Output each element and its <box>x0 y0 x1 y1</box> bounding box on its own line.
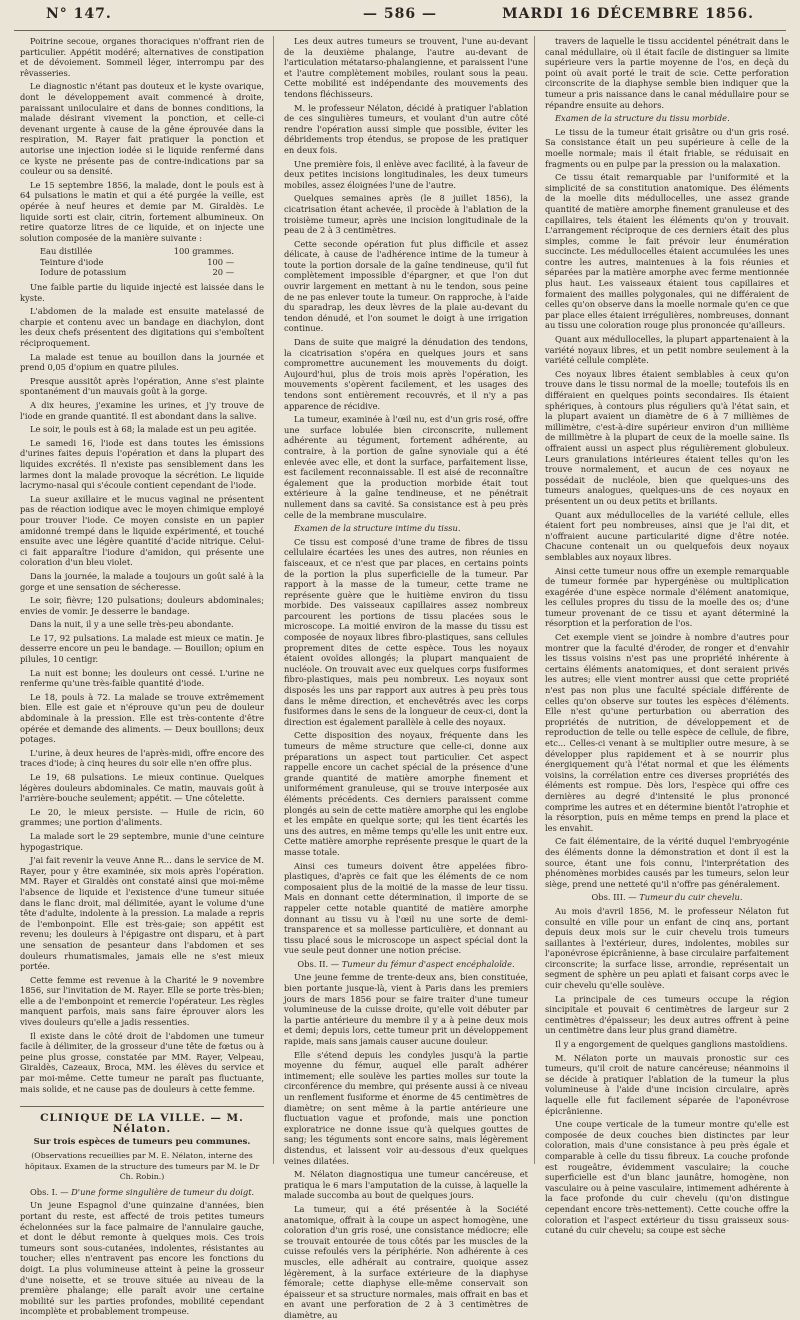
paragraph: Le soir, fièvre; 120 pulsations; douleurs abdominales; envies de vomir. Je desserre le bandage. <box>20 595 264 616</box>
exam-heading: Examen de la structure intime du tissu. <box>294 523 461 534</box>
recipe-list <box>40 246 264 278</box>
exam-title: Examen de la structure du tissu morbide. <box>555 113 730 124</box>
observation-label: Obs. III. — <box>591 892 637 903</box>
paragraph: La malade sort le 29 septembre, munie d'une ceinture hypogastrique. <box>20 830 264 852</box>
paragraph: Le soir, le pouls est à 68; la malade est un peu agitée. <box>30 424 257 435</box>
paragraph: Le 19, 68 pulsations. Le mieux continue. Quelques légères douleurs abdominales. Ce matin, mauvais goût à l'arrière-bouche seulement; appétit. — Une côtelette. <box>20 772 264 804</box>
paragraph: Le 15 septembre 1856, la malade, dont le pouls est à 64 pulsations le matin et qui a été purgée la veille, est opérée à neuf heures et demie par M. Giraldès. Le liquide sorti est clair, citrin, fortement albumineux. On retire quatorze litres de ce liquide, et on injecte une solution composée de la manière suivante : <box>20 179 264 243</box>
paragraph: Au mois d'avril 1856, M. le professeur Nélaton fut consulté en ville pour un enfant de cinq ans, portant depuis deux mois sur le cuir chevelu trois tumeurs saillantes à l'extérieur, dures, indolentes, mobiles sur l'aponévrose épicrânienne, à base circulaire parfaitement circonscrite; la surface lisse, arrondie, représentait un segment de sphère un peu aplati et faisant corps avec le cuir chevelu qu'elle soulève. <box>545 905 789 991</box>
paragraph: Ces noyaux libres étaient semblables à ceux qu'on trouve dans le tissu normal de la moelle; toutefois ils en différaient en quelques points secondaires. Ils étaient sphériques, à contours plus réguliers qu'à l'état sain, et la plupart avaient un diamètre de 6 à 7 millièmes de millimètre, c'est-à-dire supérieur environ d'un millième de millimètre à la plupart de ceux de la moelle saine. Ils offraient aussi un aspect plus régulièrement globuleux. Leurs granulations intérieures étaient telles qu'on les trouve normalement, et aucun de ces noyaux ne possédait de nucléole, bien que quelques-uns des tumeurs analogues, quelques-uns de ces noyaux en présentent un ou deux petits et brillants. <box>545 368 789 506</box>
paragraph: travers de laquelle le tissu accidentel pénétrait dans le canal médullaire, où il était facile de distinguer sa limite supérieure vers la partie moyenne de l'os, en deçà du point où avait porté le trait de scie. Cette perforation circonscrite de la diaphyse semble bien indiquer que la tumeur a pris naissance dans le canal médullaire pour se répandre ensuite au dehors. <box>545 36 789 110</box>
paragraph: Quant aux médullocelles de la variété cellule, elles étaient fort peu nombreuses, ainsi que je l'ai dit, et n'offraient aucune particularité digne d'être notée. Chacune contenait un ou quelquefois deux noyaux semblables aux noyaux libres. <box>545 509 789 562</box>
paragraph: Presque aussitôt après l'opération, Anne s'est plainte spontanément d'un mauvais goût à la gorge. <box>20 375 264 397</box>
paragraph: La nuit est bonne; les douleurs ont cessé. L'urine ne renferme qu'une très-faible quantité d'iode. <box>20 667 264 689</box>
paragraph: Le 18, pouls à 72. La malade se trouve extrêmement bien. Elle est gaie et n'éprouve qu'un peu de douleur abdominale à la pression. Elle est très-contente d'être opérée et demande des aliments. — Deux bouillons; deux potages. <box>20 691 264 745</box>
paragraph: Ce fait élémentaire, de la vérité duquel l'embryogénie des éléments donne la démonstration et dont il est la source, étant une fois connu, l'interprétation des phénomènes morbides causés par les tumeurs, selon leur siège, prend une netteté qu'il n'offre pas généralement. <box>545 836 789 889</box>
recipe-row <box>40 246 264 257</box>
paragraph: Une coupe verticale de la tumeur montre qu'elle est composée de deux couches bien distinctes par leur coloration, mais d'une consistance à peu près égale et comparable à celle du tissu fibreux. La couche profonde est rougeâtre, évidemment vasculaire; la couche superficielle est d'un blanc jaunâtre, homogène, non vasculaire ou à peine vasculaire, intimement adhérente à la face profonde du cuir chevelu (qu'on distingue cependant encore très-nettement). Cette couche offre la coloration et l'aspect extérieur du tissu graisseux sous-cutané du cuir chevelu; sa coupe est sèche <box>545 1119 789 1236</box>
header-rule <box>14 30 786 31</box>
recipe-row <box>40 267 264 278</box>
paragraph: L'urine, à deux heures de l'après-midi, offre encore des traces d'iode; à cinq heures du soir elle n'en offre plus. <box>20 747 264 769</box>
recipe-quantity: 20 — <box>212 267 234 278</box>
paragraph: Le 20, le mieux persiste. — Huile de ricin, 60 grammes; une portion d'aliments. <box>20 806 264 828</box>
paragraph: Cette femme est revenue à la Charité le 9 novembre 1856, sur l'invitation de M. Rayer. Elle se porte très-bien; elle a de l'embonpoint et remercie l'opérateur. Les règles manquent parfois, mais sans faire éprouver alors les vives douleurs qu'elle a jadis ressenties. <box>20 974 264 1028</box>
paragraph: Une première fois, il enlève avec facilité, à la faveur de deux petites incisions longitudinales, les deux tumeurs mobiles, assez éloignées l'une de l'autre. <box>284 158 528 190</box>
section-note: (Observations recueillies par M. E. Nélaton, interne des hôpitaux. Examen de la structure des tumeurs par M. le Dr Ch. Robin.) <box>24 1151 260 1182</box>
recipe-quantity: 100 — <box>207 256 234 267</box>
paragraph: Le samedi 16, l'iode est dans toutes les émissions d'urines faites depuis l'opération et dans la plupart des liquides excrétés. Il n'existe pas sensiblement dans les larmes dont la malade provoque la sécrétion. Le liquide lacrymo-nasal qui s'écoule contient cependant de l'iode. <box>20 437 264 491</box>
paragraph: La principale de ces tumeurs occupe la région sincipitale et pouvait 6 centimètres de largeur sur 2 centimètres d'épaisseur; les deux autres offrent à peine un centimètre dans leur plus grand diamètre. <box>545 993 789 1036</box>
observation-label: Obs. I. — <box>30 1186 69 1197</box>
paragraph: La sueur axillaire et le mucus vaginal ne présentent pas de réaction iodique avec le moyen chimique employé pour trouver l'iode. Ce moyen consiste en un papier amidonné trempé dans le liquide expérimenté, et touché ensuite avec une légère quantité d'acide nitrique. Celui-ci fait apparaître l'iodure d'amidon, qui présente une coloration d'un bleu violet. <box>20 493 264 568</box>
column-1 <box>20 36 264 1317</box>
issue-number: N° 147. <box>46 6 112 22</box>
observation-heading <box>20 1187 264 1198</box>
paragraph: Le tissu de la tumeur était grisâtre ou d'un gris rosé. Sa consistance était un peu supérieure à celle de la moelle normale; mais il était friable, se réduisait en fragments ou en pulpe par la pression ou la malaxation. <box>545 126 789 169</box>
paragraph: La malade est tenue au bouillon dans la journée et prend 0,05 d'opium en quatre pilules. <box>20 351 264 373</box>
observation-title: Tumeur du fémur d'aspect encéphaloïde. <box>341 958 515 969</box>
paragraph: Quelques semaines après (le 8 juillet 1856), la cicatrisation étant achevée, il procède à l'ablation de la troisième tumeur, après une incision longitudinale de la peau de 2 à 3 centimètres. <box>284 193 528 236</box>
recipe-row <box>40 257 264 268</box>
section-title: CLINIQUE DE LA VILLE. — M. Nélaton. <box>20 1106 264 1134</box>
paragraph: Quant aux médullocelles, la plupart appartenaient à la variété noyaux libres, et un petit nombre seulement à la variété cellule complète. <box>545 334 789 366</box>
paragraph: Il y a engorgement de quelques ganglions mastoïdiens. <box>555 1039 788 1050</box>
paragraph: Ainsi ces tumeurs doivent être appelées fibro-plastiques, d'après ce fait que les éléments de ce nom composaient plus de la moitié de la masse de leur tissu. Mais en donnant cette détermination, il importe de se rappeler cette notable quantité de matière amorphe donnant au tissu vu à l'œil nu une sorte de demi-transparence et sa mollesse particulière, et donnant au tissu placé sous le microscope un aspect spécial dont la vue seule peut donner une notion précise. <box>284 860 528 956</box>
observation-label: Obs. II. — <box>297 958 340 969</box>
paragraph: La tumeur, qui a été présentée à la Société anatomique, offrait à la coupe un aspect homogène, une coloration d'un gris rosé, une consistance médiocre; elle se trouvait entourée de tous côtés par les muscles de la cuisse refoulés vers la périphérie. Non adhérente à ces muscles, elle adhérait au contraire, quoique assez légèrement, à la surface extérieure de la diaphyse fémorale; cette diaphyse elle-même conservait son épaisseur et sa structure normales, mais offrait en bas et en avant une perforation de 2 à 3 centimètres de diamètre, au <box>284 1203 528 1320</box>
paragraph: M. le professeur Nélaton, décidé à pratiquer l'ablation de ces singulières tumeurs, et voulant d'un autre côté rendre l'opération aussi simple que possible, éviter les débridements trop étendus, se propose de les pratiquer en deux fois. <box>284 102 528 155</box>
paragraph: A dix heures, j'examine les urines, et j'y trouve de l'iode en grande quantité. Il est abondant dans la salive. <box>20 400 264 421</box>
paragraph: Dans la nuit, il y a une selle très-peu abondante. <box>30 619 234 630</box>
issue-date: MARDI 16 DÉCEMBRE 1856. <box>502 6 754 22</box>
observation-heading <box>545 892 789 903</box>
paragraph: Ainsi cette tumeur nous offre un exemple remarquable de tumeur formée par hypergénèse ou multiplication exagérée d'une espèce normale d'élément anatomique, les cellules propres du tissu de la moelle des os; d'une tumeur provenant de ce tissu et ayant déterminé la résorption et la perforation de l'os. <box>545 565 789 629</box>
paragraph: Cet exemple vient se joindre à nombre d'autres pour montrer que la faculté d'éroder, de ronger et d'envahir les tissus voisins n'est pas une propriété inhérente à certains éléments anatomiques, et dont seraient privés les autres; elle vient montrer aussi que cette propriété n'est pas non plus une faculté spéciale différente de celles qu'on observe sur toutes les espèces d'éléments. Elle n'est qu'une perturbation ou aberration des propriétés de nutrition, de développement et de reproduction de telle ou telle espèce de cellule, de fibre, etc... Celles-ci venant à se multiplier outre mesure, à se développer plus rapidement et à se nourrir plus énergiquement qu'à l'état normal et que les éléments voisins, la corrélation entre ces diverses propriétés des éléments est rompue. Dès lors, l'espèce qui offre ces dernières au degré d'intensité le plus prononcé comprime les autres et en détermine bientôt l'atrophie et la résorption, puis en même temps en prend la place et les envahit. <box>545 632 789 833</box>
paragraph: Dans de suite que maigré la dénudation des tendons, la cicatrisation s'opéra en quelques jours et sans compromettre aucunement les mouvements du doigt. Aujourd'hui, plus de trois mois après l'opération, les mouvements s'opèrent facilement, et les usages des tendons sont entièrement recouvrés, et il n'y a pas apparence de récidive. <box>284 337 528 411</box>
column-2 <box>284 36 528 1320</box>
paragraph: Une faible partie du liquide injecté est laissée dans le kyste. <box>20 282 264 303</box>
paragraph: Un jeune Espagnol d'une quinzaine d'années, bien portant du reste, est affecté de trois petites tumeurs échelonnées sur la face palmaire de l'annulaire gauche, et dont le début remonte à quelques mois. Ces trois tumeurs sont sous-cutanées, indolentes, résistantes au toucher; elles n'entravent pas encore les fonctions du doigt. La plus volumineuse atteint à peine la grosseur d'une noisette, et se trouve située au niveau de la première phalange; elle paraît avoir une certaine mobilité sur les parties profondes, mobilité cependant incomplète et probablement trompeuse. <box>20 1200 264 1317</box>
recipe-ingredient: Teinture d'iode <box>40 256 104 267</box>
paragraph: Il existe dans le côté droit de l'abdomen une tumeur facile à délimiter, de la grosseur d'une tête de fœtus ou à peine plus grosse, constatée par MM. Rayer, Velpeau, Giraldès, Cazeaux, Broca, MM. les élèves du service et par moi-même. Cette tumeur ne paraît pas fluctuante, mais solide, et ne cause pas de douleurs à cette femme. <box>20 1030 264 1094</box>
recipe-quantity: 100 grammes. <box>173 246 234 257</box>
observation-heading <box>284 959 528 970</box>
observation-title: Tumeur du cuir chevelu. <box>639 892 743 903</box>
paragraph: Poitrine secoue, organes thoraciques n'offrant rien de particulier. Appétit modéré; alternatives de constipation et de dévoiement. Sommeil léger, interrompu par des rêvasseries. <box>20 36 264 78</box>
paragraph: Le diagnostic n'étant pas douteux et le kyste ovarique, dont le développement avait commencé à droite, paraissant uniloculaire et dans de bonnes conditions, la malade désirant vivement la ponction, et celle-ci devenant urgente à cause de la gêne éprouvée dans la respiration, M. Rayer fait pratiquer la ponction et autorise une injection iodée si le liquide renfermé dans ce kyste ne présente pas de contre-indications par sa couleur ou sa densité. <box>20 81 264 177</box>
paragraph: M. Nélaton porte un mauvais pronostic sur ces tumeurs, qu'il croit de nature cancéreuse; néanmoins il se décide à pratiquer l'ablation de la tumeur la plus volumineuse à l'aide d'une incision circulaire, après laquelle elle fut facilement séparée de l'aponévrose épicrânienne. <box>545 1052 789 1116</box>
recipe-ingredient: Eau distillée <box>40 246 93 257</box>
paragraph: Le 17, 92 pulsations. La malade est mieux ce matin. Je desserre encore un peu le bandage. — Bouillon; opium en pilules, 10 centigr. <box>20 632 264 665</box>
exam-heading <box>545 113 789 124</box>
paragraph: La tumeur, examinée à l'œil nu, est d'un gris rosé, offre une surface lobulée bien circonscrite, nullement adhérente au tégument, fortement adhérente, au contraire, à la portion de gaîne synoviale qui a été enlevée avec elle, et dont la surface, parfaitement lisse, est facilement reconnaissable. Il est aisé de reconnaître également que la production morbide était tout extérieure à la gaîne tendineuse, et ne pénétrait nullement dans sa cavité. Sa consistance est à peu près celle de la membrane musculaire. <box>284 414 528 520</box>
page-header <box>0 4 800 30</box>
paragraph: Elle s'étend depuis les condyles jusqu'à la partie moyenne du fémur, auquel elle paraît adhérer intimement; elle soulève les parties molles sur toute la circonférence du membre, qui présente aussi à ce niveau un renflement fusiforme et énorme de 45 centimètres de diamètre; on sent même à la partie antérieure une fluctuation vague et profonde, mais une ponction exploratrice ne donne issue qu'à quelques gouttes de sang; les téguments sont encore sains, mais légèrement distendus, et laissent voir au-dessous d'eux quelques veines dilatées. <box>284 1049 528 1166</box>
paragraph: Dans la journée, la malade a toujours un goût salé à la gorge et une sensation de sécheresse. <box>20 570 264 592</box>
paragraph: Une jeune femme de trente-deux ans, bien constituée, bien portante jusque-là, vient à Paris dans les premiers jours de mars 1856 pour se faire traiter d'une tumeur volumineuse de la cuisse droite, qu'elle voit débuter par la partie antérieure du membre il y a à peine deux mois et demi; depuis lors, cette tumeur prit un développement rapide, mais sans jamais causer aucune douleur. <box>284 972 528 1047</box>
paragraph: J'ai fait revenir la veuve Anne R... dans le service de M. Rayer, pour y être examinée, six mois après l'opération. MM. Rayer et Giraldès ont constaté ainsi que moi-même l'absence de liquide et l'existence d'une tumeur située dans le flanc droit, mal délimitée, ayant le volume d'une tête d'adulte, indolente à la pression. La malade a repris de l'embonpoint. Elle est très-gaie; son appétit est revenu; les douleurs à l'épigastre ont disparu, et à part une sensation de pesanteur dans l'abdomen et ses douleurs rhumatismales, jamais elle ne s'est mieux portée. <box>20 855 264 972</box>
paragraph: Ce tissu était remarquable par l'uniformité et la simplicité de sa constitution anatomique. Des éléments de la moelle dits médullocelles, une assez grande quantité de matière amorphe finement granuleuse et des capillaires, tels étaient les éléments qu'on y trouvait. L'arrangement réciproque de ces derniers était des plus simples, comme le fait prévoir leur énumération succincte. Les médullocelles étaient accumulées les unes contre les autres, maintenues à la fois réunies et séparées par la matière amorphe avec ferme mentionnée plus haut. Les vaisseaux étaient tous capillaires et formaient des mailles polygonales, qui ne différaient de celles qu'on observe dans la moelle normale qu'en ce que par place elles étaient irrégulières, nombreuses, donnant au tissu une coloration rouge plus prononcée qu'ailleurs. <box>545 172 789 331</box>
paragraph: Cette seconde opération fut plus difficile et assez délicate, à cause de l'adhérence intime de la tumeur à toute la portion dorsale de la gaîne tendineuse, qu'il fut complètement impossible d'épargner, et que l'on dut ouvrir largement en mettant à nu le tendon, sous peine de ne pas enlever toute la tumeur. On rapproche, à l'aide du sparadrap, les deux lèvres de la plaie au-devant du tendon dénudé, et l'on soumet le doigt à une irrigation continue. <box>284 238 528 334</box>
paragraph: M. Nélaton diagnostiqua une tumeur cancéreuse, et pratiqua le 6 mars l'amputation de la cuisse, à laquelle la malade succomba au bout de quelques jours. <box>284 1169 528 1201</box>
section-subtitle: Sur trois espèces de tumeurs peu communes. <box>33 1137 251 1148</box>
paragraph: Ce tissu est composé d'une trame de fibres de tissu cellulaire écartées les unes des autres, non réunies en faisceaux, et ce n'est que par places, en certains points de la portion la plus superficielle de la tumeur. Par rapport à la masse de la tumeur, cette trame ne représente guère que le huitième environ du tissu morbide. Des vaisseaux capillaires assez nombreux parcourent les portions de tissu placées sous le microscope. La moitié environ de la masse du tissu est composée de noyaux libres fibro-plastiques, sans cellules proprement dites de cette espèce. Tous les noyaux étaient ovoïdes allongés; la plupart manquaient de nucléole. On trouvait avec eux quelques corps fusiformes fibro-plastiques, mais peu nombreux. Les noyaux sont disposés les uns par rapport aux autres à peu près tous dans le même direction, et enchevêtrés avec les corps fusiformes dans le sens de la longueur de ceux-ci, dont la direction est également parallèle à celle des noyaux. <box>284 536 528 727</box>
paragraph: Les deux autres tumeurs se trouvent, l'une au-devant de la deuxième phalange, l'autre au-devant de l'articulation métatarso-phalangienne, et paraissent l'une et l'autre complètement mobiles, roulant sous la peau. Cette mobilité est indépendante des mouvements des tendons fléchisseurs. <box>284 36 528 99</box>
page-number: — 586 — <box>363 6 437 22</box>
recipe-ingredient: Iodure de potassium <box>40 267 127 278</box>
paragraph: Cette disposition des noyaux, fréquente dans les tumeurs de même structure que celle-ci, donne aux préparations un aspect tout particulier. Cet aspect rappelle encore un cachet spécial de la présence d'une grande quantité de matière amorphe finement et uniformément granuleuse, qui se trouve interposée aux éléments précédents. Ces derniers paraissent comme plongés au sein de cette matière amorphe qui les englobe et les empâte en quelque sorte; qui les tient écartés les uns des autres, en même temps qu'elle les unit entre eux. Cette matière amorphe représente presque le quart de la masse totale. <box>284 730 528 857</box>
observation-title: D'une forme singulière de tumeur du doigt. <box>71 1186 255 1197</box>
paragraph: L'abdomen de la malade est ensuite matelassé de charpie et contenu avec un bandage en diachylon, dont les deux chefs présentent des digitations qui s'emboîtent réciproquement. <box>20 306 264 349</box>
column-3 <box>545 36 789 1236</box>
